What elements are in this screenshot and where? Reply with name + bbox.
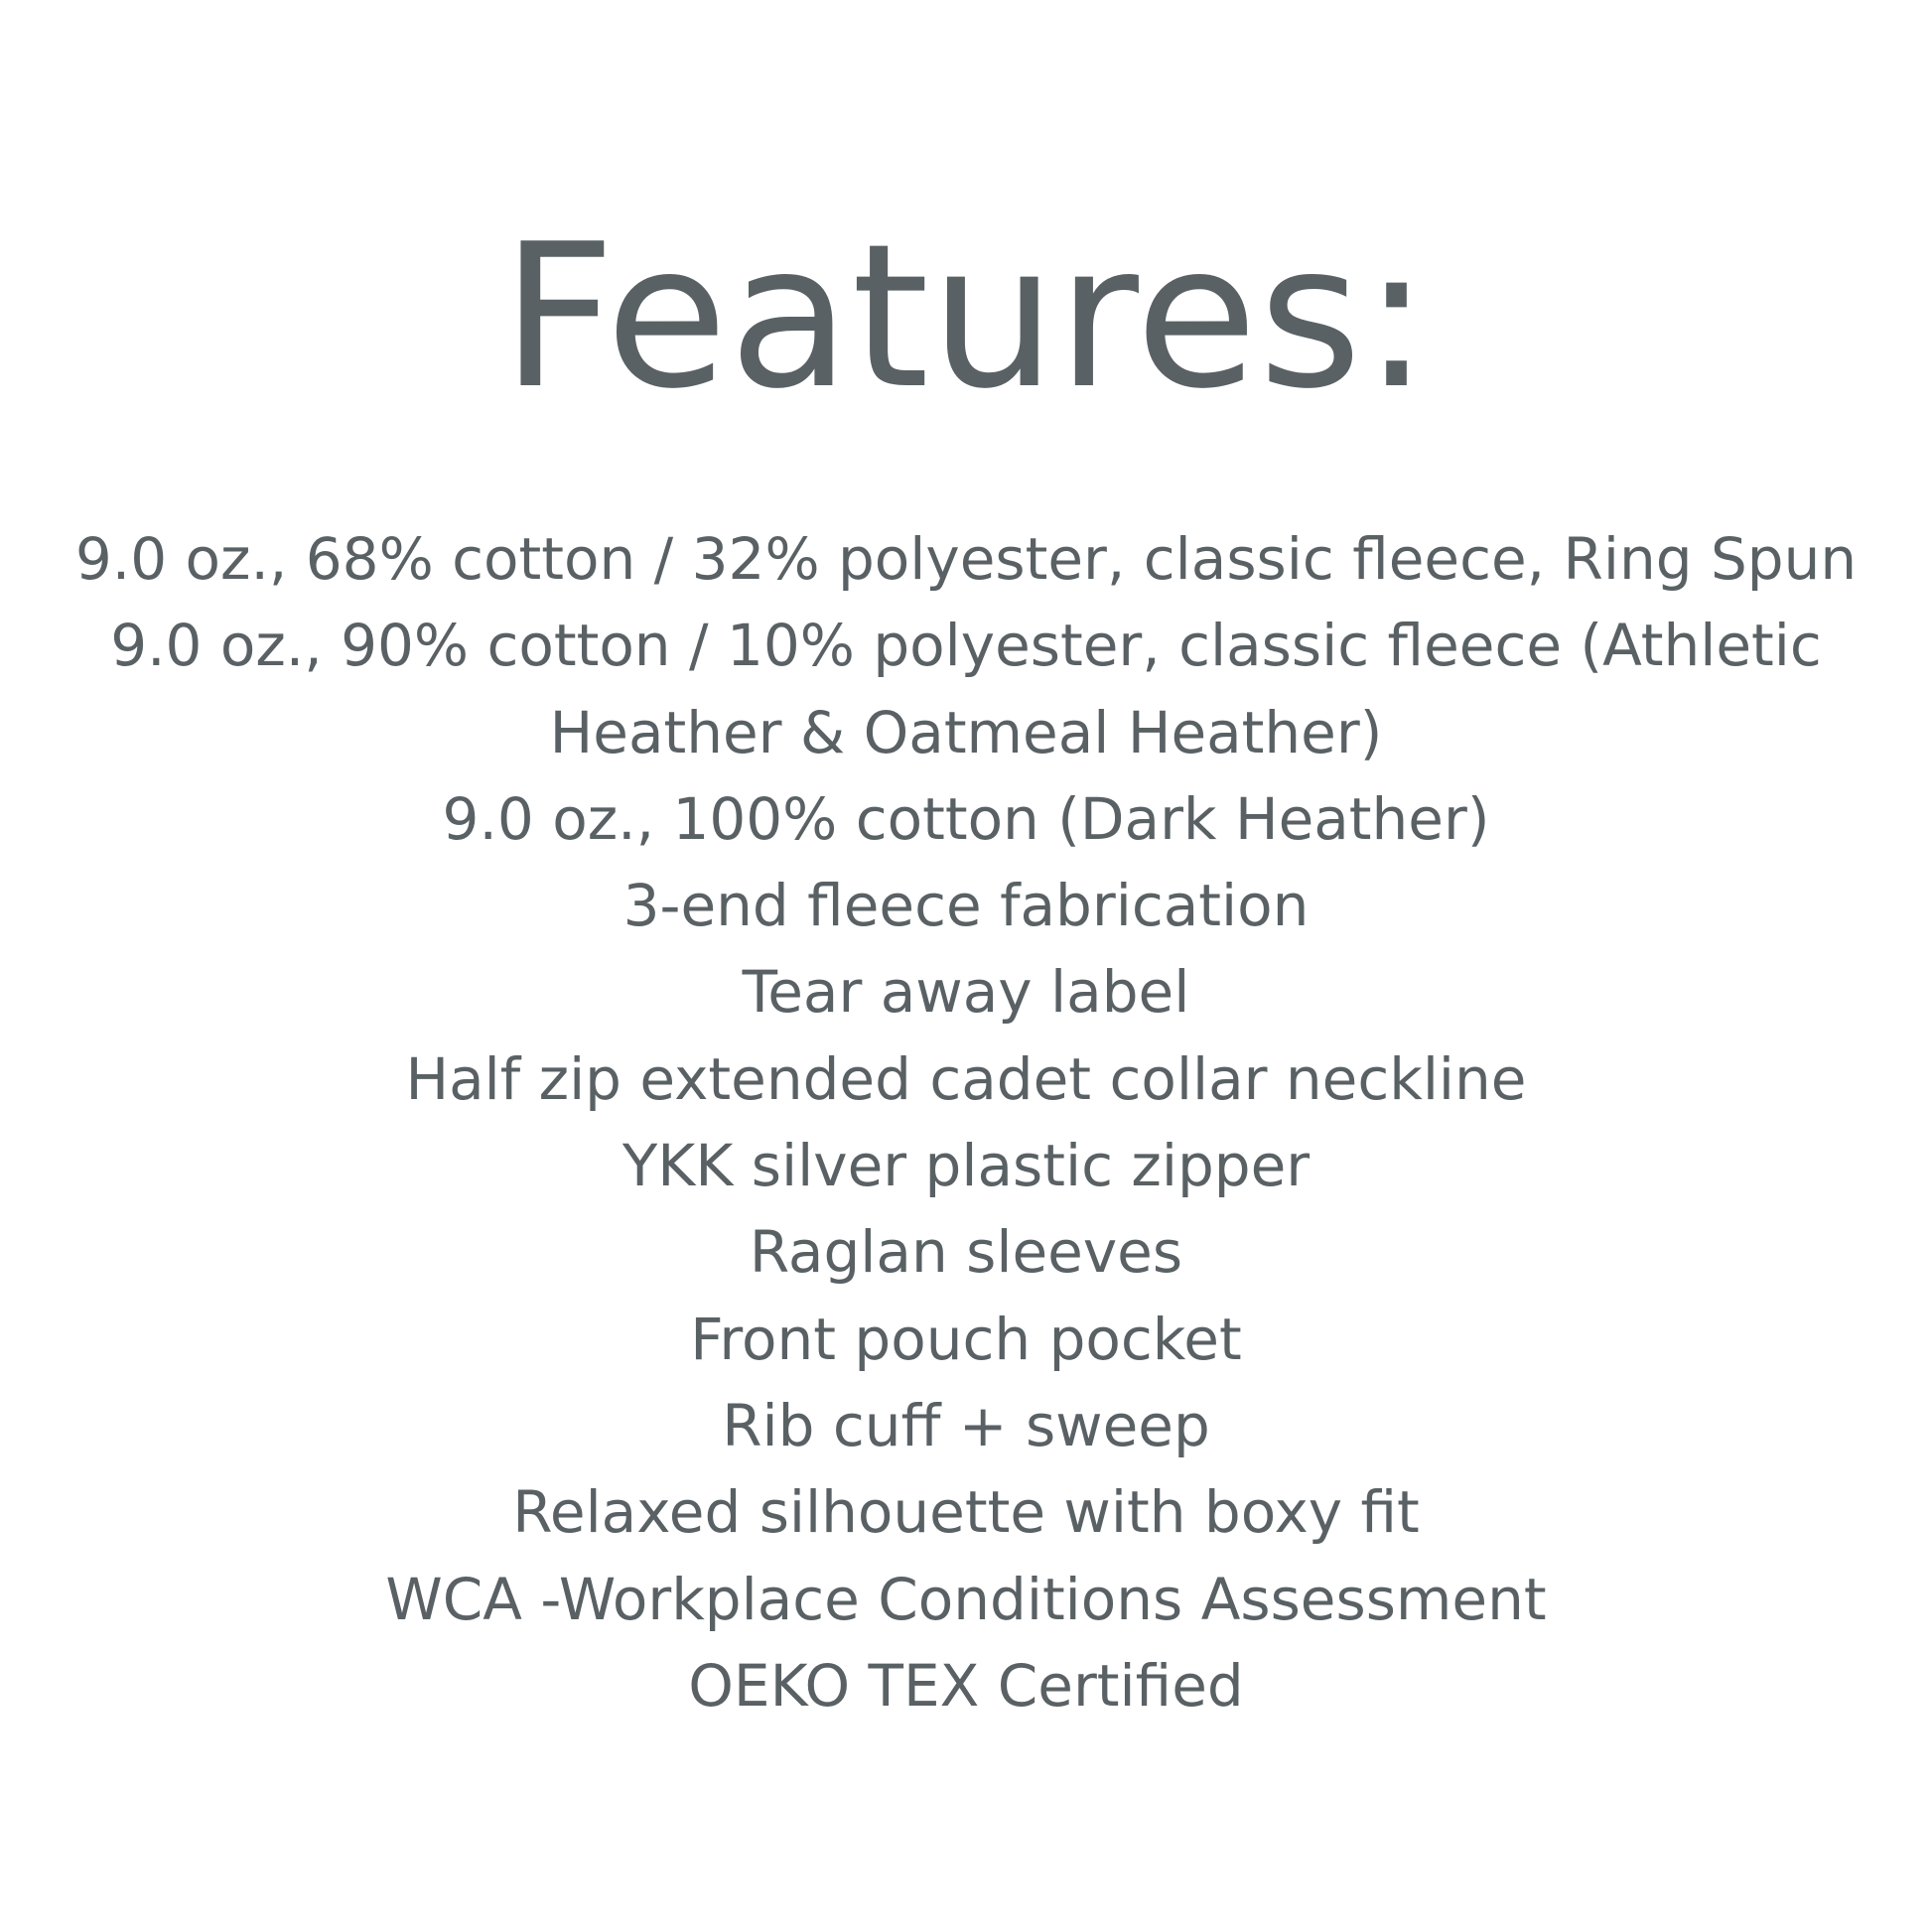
feature-line: Heather & Oatmeal Heather): [549, 698, 1383, 766]
feature-line: Rib cuff + sweep: [722, 1391, 1210, 1459]
feature-line: WCA -Workplace Conditions Assessment: [385, 1565, 1547, 1633]
feature-line: Tear away label: [742, 958, 1190, 1027]
feature-line: 3-end fleece fabrication: [622, 872, 1310, 940]
feature-line: Raglan sleeves: [749, 1218, 1183, 1287]
feature-line: Half zip extended cadet collar neckline: [405, 1044, 1527, 1113]
features-list: [60, 516, 1872, 1729]
page-title: Features:: [500, 202, 1432, 433]
feature-line: 9.0 oz., 68% cotton / 32% polyester, classic fleece, Ring Spun: [74, 525, 1858, 593]
feature-line: 9.0 oz., 90% cotton / 10% polyester, classic fleece (Athletic: [110, 612, 1822, 680]
feature-line: Front pouch pocket: [690, 1305, 1242, 1373]
feature-line: YKK silver plastic zipper: [621, 1132, 1311, 1200]
feature-line: OEKO TEX Certified: [688, 1651, 1244, 1720]
feature-line: Relaxed silhouette with boxy fit: [512, 1478, 1420, 1547]
feature-line: 9.0 oz., 100% cotton (Dark Heather): [442, 784, 1490, 853]
